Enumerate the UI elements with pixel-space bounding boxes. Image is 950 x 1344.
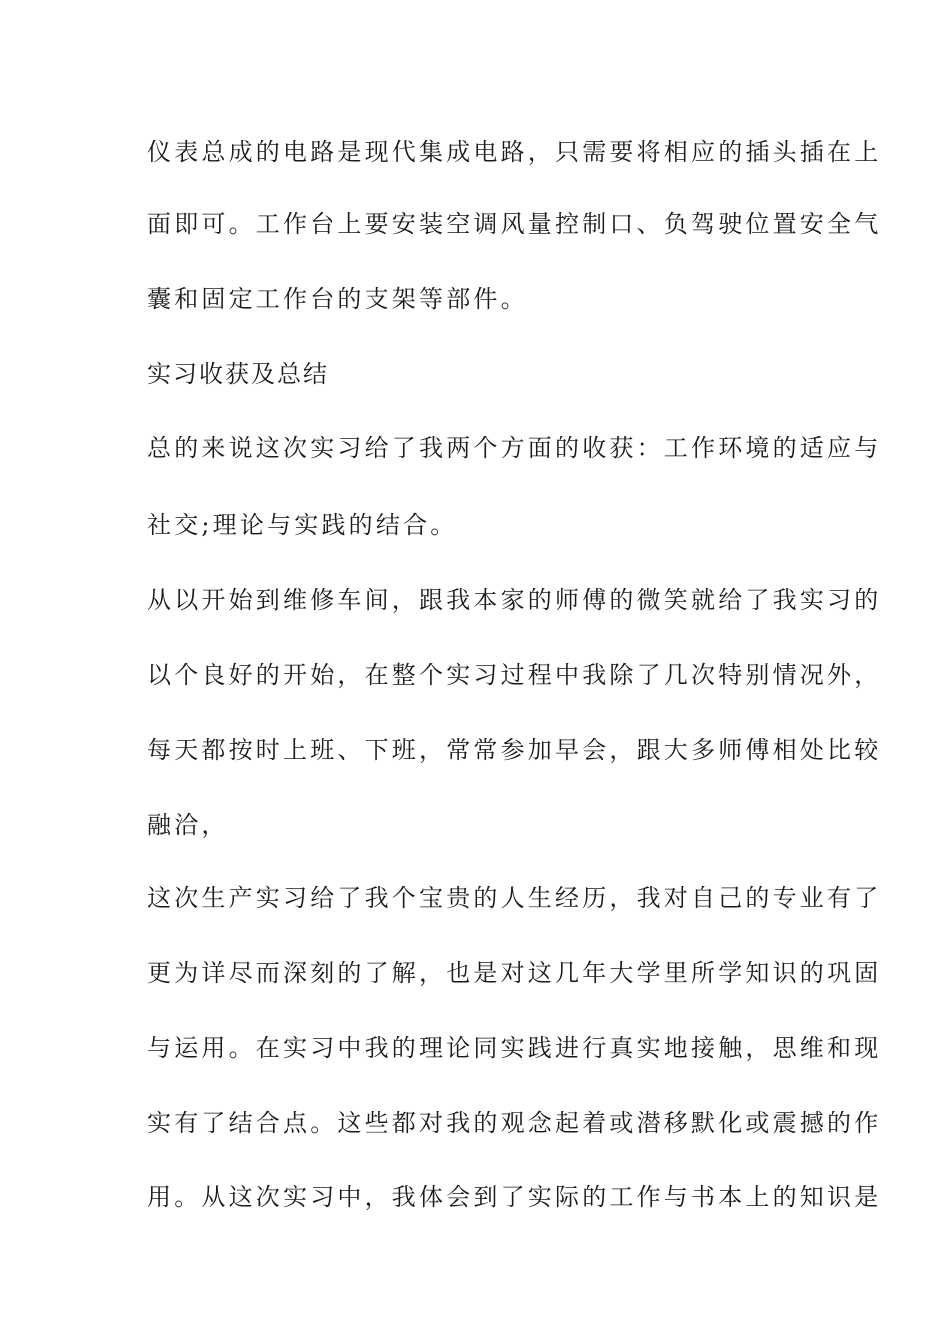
section-heading: 实习收获及总结	[147, 360, 329, 388]
paragraph-line: 这次生产实习给了我个宝贵的人生经历，我对自己的专业有了	[147, 884, 882, 912]
paragraph-line: 总的来说这次实习给了我两个方面的收获：工作环境的适应与	[147, 434, 882, 462]
paragraph-line: 更为详尽而深刻的了解，也是对这几年大学里所学知识的巩固	[147, 959, 882, 987]
paragraph-line: 每天都按时上班、下班，常常参加早会，跟大多师傅相处比较	[147, 736, 882, 764]
paragraph-line: 实有了结合点。这些都对我的观念起着或潜移默化或震撼的作	[147, 1109, 882, 1137]
paragraph-line: 面即可。工作台上要安装空调风量控制口、负驾驶位置安全气	[147, 210, 882, 238]
paragraph-line: 融洽，	[147, 811, 229, 839]
paragraph-line: 与运用。在实习中我的理论同实践进行真实地接触，思维和现	[147, 1034, 882, 1062]
paragraph-line: 囊和固定工作台的支架等部件。	[147, 285, 528, 313]
paragraph-line: 用。从这次实习中，我体会到了实际的工作与书本上的知识是	[147, 1183, 882, 1211]
paragraph-line: 从以开始到维修车间，跟我本家的师傅的微笑就给了我实习的	[147, 586, 882, 614]
paragraph-line: 仪表总成的电路是现代集成电路，只需要将相应的插头插在上	[147, 138, 882, 166]
paragraph-line: 以个良好的开始，在整个实习过程中我除了几次特别情况外，	[147, 661, 882, 689]
paragraph-line: 社交;理论与实践的结合。	[147, 511, 458, 539]
